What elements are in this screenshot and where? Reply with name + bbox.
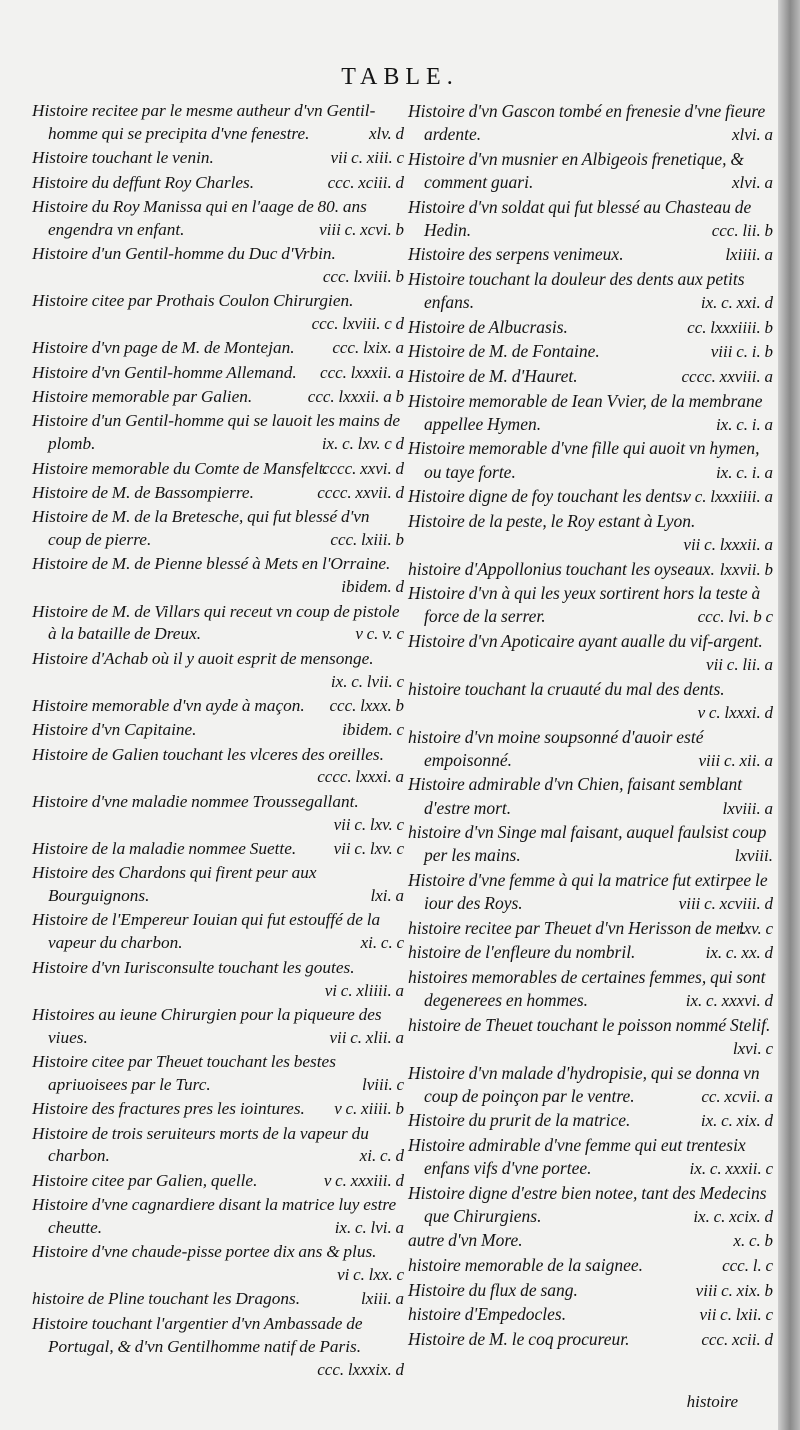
entry-reference: v c. v. c: [355, 624, 404, 644]
entry-reference: vii c. lxv. c: [333, 838, 404, 858]
entry-reference: ccc. lvi. b c: [697, 607, 773, 627]
index-entry: [408, 678, 773, 724]
entry-reference: ccc. l. c: [722, 1256, 773, 1276]
entry-text: Histoire d'vn Gentil-homme Allemand.: [32, 362, 297, 382]
index-entry: [32, 386, 404, 409]
entry-reference: ix. c. lvii. c: [330, 671, 404, 691]
entry-text: histoires memorables de certaines femmes, qui sont degenerees en hommes.: [408, 966, 766, 1011]
entry-text: Histoire de la maladie nommee Suette.: [32, 838, 297, 858]
entry-text: Histoire d'vn malade d'hydropisie, qui se donna vn coup de poinçon par le ventre.: [408, 1062, 760, 1106]
index-entry: [32, 1313, 404, 1382]
index-entry: [408, 1303, 773, 1326]
index-entry: [408, 1109, 773, 1132]
index-entry: [32, 1098, 404, 1121]
index-entry: [408, 917, 773, 940]
entry-reference: ix. c. xxxii. c: [689, 1159, 773, 1179]
entry-reference: lxxvii. b: [719, 559, 773, 579]
entry-reference: ccc. lii. b: [711, 220, 773, 240]
index-entry: [408, 196, 773, 242]
entry-text: Histoire digne de foy touchant les dents.: [408, 486, 687, 507]
entry-reference: vi c. lxx. c: [337, 1265, 404, 1285]
entry-reference: viii c. xcviii. d: [678, 894, 773, 914]
entry-reference: lxviii.: [734, 846, 773, 866]
index-entry: [408, 558, 773, 581]
index-entry: [32, 290, 404, 336]
entry-text: Histoire memorable de Iean Vvier, de la membrane appellee Hymen.: [408, 390, 763, 434]
entry-reference: xi. c. c: [360, 933, 404, 953]
index-entry: [32, 147, 404, 170]
index-entry: [32, 196, 404, 242]
index-entry: [32, 695, 404, 718]
index-entry: [32, 553, 404, 599]
entry-text: Histoire touchant le venin.: [32, 148, 214, 168]
entry-reference: cc. lxxxiiii. b: [687, 317, 773, 337]
index-entry: [408, 365, 773, 388]
entry-text: Histoire d'Achab où il y auoit esprit de mensonge.: [32, 648, 374, 668]
entry-reference: ix. c. lxv. c d: [321, 434, 404, 454]
entry-reference: ccc. xcii. d: [701, 1329, 773, 1349]
entry-text: histoire d'Appollonius touchant les oyseaux.: [408, 558, 715, 579]
catchword: histoire: [686, 1392, 738, 1411]
entry-text: Histoire de M. de Fontaine.: [408, 341, 600, 362]
index-entry: [408, 773, 773, 819]
entry-reference: xi. c. d: [359, 1146, 404, 1166]
entry-text: Histoire de Galien touchant les vlceres des oreilles.: [32, 744, 384, 764]
left-column: [32, 100, 404, 1383]
entry-reference: ccc. lxix. a: [332, 338, 404, 358]
entry-reference: cccc. lxxxi. a: [317, 767, 404, 787]
index-entry: [408, 726, 773, 772]
entry-reference: v c. xxxiii. d: [323, 1170, 404, 1190]
index-entry: [408, 390, 773, 436]
entry-text: Histoire admirable d'vne femme qui eut trentesix enfans vifs d'vne portee.: [408, 1134, 746, 1179]
entry-reference: ix. c. xix. d: [700, 1111, 773, 1131]
index-entry: [408, 1134, 773, 1180]
entry-text: Histoire d'vne cagnardiere disant la matrice luy estre cheutte.: [32, 1195, 397, 1237]
entry-text: Histoire digne d'estre bien notee, tant des Medecins que Chirurgiens.: [408, 1182, 767, 1226]
entry-text: Histoire citee par Prothais Coulon Chirurgien.: [32, 291, 354, 311]
entry-text: histoire d'Empedocles.: [408, 1304, 567, 1325]
entry-reference: lxiiii. a: [725, 245, 773, 265]
entry-reference: vii c. lii. a: [706, 655, 773, 675]
index-entry: [408, 243, 773, 266]
entry-reference: lxiii. a: [361, 1289, 404, 1309]
entry-reference: lxv. c: [738, 918, 773, 938]
entry-reference: ccc. lxviii. c d: [311, 314, 404, 334]
entry-text: Histoire d'un Gentil-homme qui se lauoit les mains de plomb.: [32, 411, 400, 454]
entry-text: Histoire d'vn soldat qui fut blessé au Chasteau de Hedin.: [408, 196, 752, 240]
entry-reference: vi c. xliiii. a: [324, 980, 404, 1000]
index-entry: [32, 601, 404, 647]
entry-text: Histoire des serpens venimeux.: [408, 244, 624, 265]
index-entry: [408, 941, 773, 964]
entry-reference: xlvi. a: [731, 173, 773, 192]
entry-text: Histoire d'vne maladie nommee Troussegallant.: [32, 791, 359, 811]
entry-reference: ibidem. c: [342, 720, 404, 740]
index-entry: [408, 1328, 773, 1351]
entry-reference: vii c. xiii. c: [330, 148, 404, 168]
index-entry: [408, 1279, 773, 1302]
index-entry: [408, 1014, 773, 1060]
entry-reference: viii c. i. b: [710, 342, 773, 362]
index-entry: [408, 1229, 773, 1252]
entry-reference: vii c. lxv. c: [333, 814, 404, 834]
right-column: [408, 100, 773, 1352]
entry-text: Histoire de M. d'Hauret.: [408, 365, 578, 386]
entry-text: histoire de l'enfleure du nombril.: [408, 942, 636, 963]
entry-reference: viii c. xcvi. b: [319, 219, 404, 239]
entry-text: Histoire de trois seruiteurs morts de la vapeur du charbon.: [32, 1123, 369, 1166]
entry-text: autre d'vn More.: [408, 1230, 523, 1251]
entry-text: histoire d'vn moine soupsonné d'auoir esté empoisonné.: [408, 726, 704, 770]
index-entry: [32, 458, 404, 481]
entry-text: histoire d'vn Singe mal faisant, auquel faulsist coup per les mains.: [408, 822, 767, 866]
entry-reference: v c. lxxxiiii. a: [683, 487, 773, 507]
entry-text: Histoire d'vn Iurisconsulte touchant les goutes.: [32, 957, 355, 977]
entry-text: Histoire d'vn Apoticaire ayant aualle du vif-argent.: [408, 630, 763, 651]
index-entry: [32, 909, 404, 955]
entry-reference: ccc. xciii. d: [327, 172, 404, 192]
entry-text: Histoire d'vn Gascon tombé en frenesie d'vne fieure ardente.: [408, 101, 766, 145]
entry-reference: cccc. xxvi. d: [321, 458, 404, 478]
entry-reference: ccc. lxviii. b: [322, 266, 404, 286]
index-entry: [32, 1288, 404, 1311]
entry-reference: viii c. xii. a: [698, 750, 773, 770]
index-entry: [408, 1254, 773, 1277]
index-entry: [408, 268, 773, 314]
entry-text: Histoire du deffunt Roy Charles.: [32, 172, 255, 192]
entry-reference: ibidem. d: [341, 577, 404, 597]
entry-reference: ix. c. xx. d: [705, 943, 773, 963]
entry-reference: ix. c. xcix. d: [693, 1206, 773, 1226]
entry-reference: ix. c. lvi. a: [334, 1217, 404, 1237]
entry-text: Histoire memorable d'vn ayde à maçon.: [32, 695, 305, 715]
index-entry: [32, 337, 404, 360]
entry-reference: v c. xiiii. b: [334, 1099, 404, 1119]
entry-text: Histoire du flux de sang.: [408, 1279, 578, 1300]
index-entry: [408, 966, 773, 1012]
entry-reference: ix. c. i. a: [715, 462, 773, 482]
entry-reference: ix. c. xxxvi. d: [685, 991, 773, 1011]
entry-text: Histoire de M. de la Bretesche, qui fut blessé d'vn coup de pierre.: [32, 507, 370, 549]
entry-text: histoire memorable de la saignee.: [408, 1255, 644, 1276]
entry-text: Histoire du Roy Manissa qui en l'aage de 80. ans engendra vn enfant.: [32, 196, 367, 239]
index-entry: [32, 1194, 404, 1240]
entry-text: Histoire d'un Gentil-homme du Duc d'Vrbin.: [32, 244, 336, 263]
entry-reference: ix. c. xxi. d: [700, 293, 773, 313]
entry-reference: vii c. xlii. a: [329, 1027, 404, 1047]
entry-text: Histoire de la peste, le Roy estant à Lyon.: [408, 510, 696, 531]
index-entry: [408, 630, 773, 676]
entry-text: histoire recitee par Theuet d'vn Herisson de mer.: [408, 917, 746, 938]
index-entry: [32, 482, 404, 505]
index-entry: [32, 362, 404, 385]
index-entry: [408, 821, 773, 867]
index-entry: [32, 719, 404, 742]
entry-text: Histoire touchant l'argentier d'vn Ambassade de Portugal, & d'vn Gentilhomme natif de Paris.: [32, 1313, 363, 1356]
book-gutter: [778, 0, 800, 1430]
index-entry: [32, 1241, 404, 1287]
index-entry: [32, 172, 404, 195]
entry-text: Histoire d'vne chaude-pisse portee dix ans & plus.: [32, 1242, 377, 1262]
entry-reference: ix. c. i. a: [715, 414, 773, 434]
entry-reference: cccc. xxviii. a: [681, 366, 773, 386]
entry-text: Histoire de Albucrasis.: [408, 316, 568, 337]
entry-text: Histoire des Chardons qui firent peur aux Bourguignons.: [32, 863, 317, 906]
entry-text: histoire de Pline touchant les Dragons.: [32, 1289, 301, 1309]
entry-reference: lxviii. a: [722, 798, 773, 818]
entry-reference: cc. xcvii. a: [701, 1086, 773, 1106]
index-entry: [408, 582, 773, 628]
entry-reference: ccc. lxxxix. d: [317, 1359, 404, 1379]
index-entry: [408, 100, 773, 146]
entry-text: Histoire d'vn page de M. de Montejan.: [32, 338, 295, 358]
index-entry: [408, 340, 773, 363]
index-entry: [32, 791, 404, 837]
entry-text: Histoire d'vn musnier en Albigeois frenetique, & comment guari.: [408, 148, 744, 192]
index-entry: [408, 316, 773, 339]
entry-text: Histoire citee par Galien, quelle.: [32, 1170, 258, 1190]
entry-reference: x. c. b: [733, 1231, 773, 1251]
entry-text: Histoire recitee par le mesme autheur d'vn Gentil-homme qui se precipita d'vne fenestre.: [32, 101, 376, 143]
entry-text: Histoire d'vne femme à qui la matrice fut extirpee le iour des Roys.: [408, 869, 768, 914]
index-entry: [32, 100, 404, 146]
entry-reference: cccc. xxvii. d: [317, 482, 404, 502]
entry-text: Histoire de M. le coq procureur.: [408, 1328, 630, 1349]
entry-reference: ccc. lxxxii. a: [320, 362, 404, 382]
index-entry: [32, 243, 404, 289]
index-entry: [408, 437, 773, 483]
entry-reference: lxi. a: [370, 886, 404, 906]
entry-text: Histoire citee par Theuet touchant les bestes apriuoisees par le Turc.: [32, 1052, 336, 1094]
entry-text: Histoire d'vn à qui les yeux sortirent hors la teste à force de la serrer.: [408, 583, 761, 627]
entry-text: Histoire memorable d'vne fille qui auoit vn hymen, ou taye forte.: [408, 438, 760, 482]
index-entry: [32, 648, 404, 694]
entry-reference: ccc. lxiii. b: [330, 530, 404, 549]
index-entry: [32, 744, 404, 790]
entry-text: histoire touchant la cruauté du mal des dents.: [408, 678, 725, 699]
entry-text: Histoire de M. de Bassompierre.: [32, 482, 254, 502]
entry-reference: ccc. lxxxii. a b: [307, 387, 404, 406]
entry-reference: xlv. d: [368, 123, 404, 143]
entry-text: Histoire admirable d'vn Chien, faisant semblant d'estre mort.: [408, 774, 743, 818]
entry-text: Histoire de M. de Villars qui receut vn coup de pistole à la bataille de Dreux.: [32, 601, 400, 644]
entry-text: histoire de Theuet touchant le poisson nommé Stelif.: [408, 1014, 771, 1035]
entry-text: Histoire de l'Empereur Iouian qui fut estouffé de la vapeur du charbon.: [32, 910, 381, 953]
entry-reference: vii c. lxii. c: [699, 1305, 773, 1325]
index-entry: [408, 1182, 773, 1228]
index-entry: [408, 869, 773, 915]
index-entry: [32, 1123, 404, 1169]
entry-text: Histoire des fractures pres les iointures.: [32, 1099, 305, 1119]
index-entry: [32, 862, 404, 908]
index-entry: [408, 1062, 773, 1108]
entry-text: Histoire touchant la douleur des dents aux petits enfans.: [408, 268, 745, 313]
index-entry: [408, 148, 773, 194]
entry-text: Histoire d'vn Capitaine.: [32, 720, 197, 740]
index-entry: [408, 510, 773, 556]
index-entry: [32, 506, 404, 552]
entry-text: Histoires au ieune Chirurgien pour la piqueure des viues.: [32, 1004, 382, 1047]
index-entry: [32, 1004, 404, 1050]
entry-reference: ccc. lxxx. b: [329, 695, 404, 715]
entry-reference: v c. lxxxi. d: [697, 702, 773, 722]
index-entry: [32, 1051, 404, 1097]
entry-reference: vii c. lxxxii. a: [683, 534, 773, 554]
index-entry: [32, 957, 404, 1003]
entry-reference: viii c. xix. b: [695, 1280, 773, 1300]
entry-reference: xlvi. a: [731, 125, 773, 145]
entry-text: Histoire de M. de Pienne blessé à Mets en l'Orraine.: [32, 554, 391, 574]
index-entry: [32, 1170, 404, 1193]
entry-text: Histoire memorable du Comte de Mansfelt.: [32, 458, 328, 478]
entry-text: Histoire du prurit de la matrice.: [408, 1110, 631, 1131]
index-entry: [32, 838, 404, 861]
index-entry: [408, 485, 773, 508]
entry-text: Histoire memorable par Galien.: [32, 387, 253, 406]
entry-reference: lxvi. c: [732, 1038, 773, 1058]
entry-reference: lviii. c: [362, 1074, 404, 1094]
index-entry: [32, 410, 404, 456]
page-title: TABLE.: [341, 64, 459, 90]
